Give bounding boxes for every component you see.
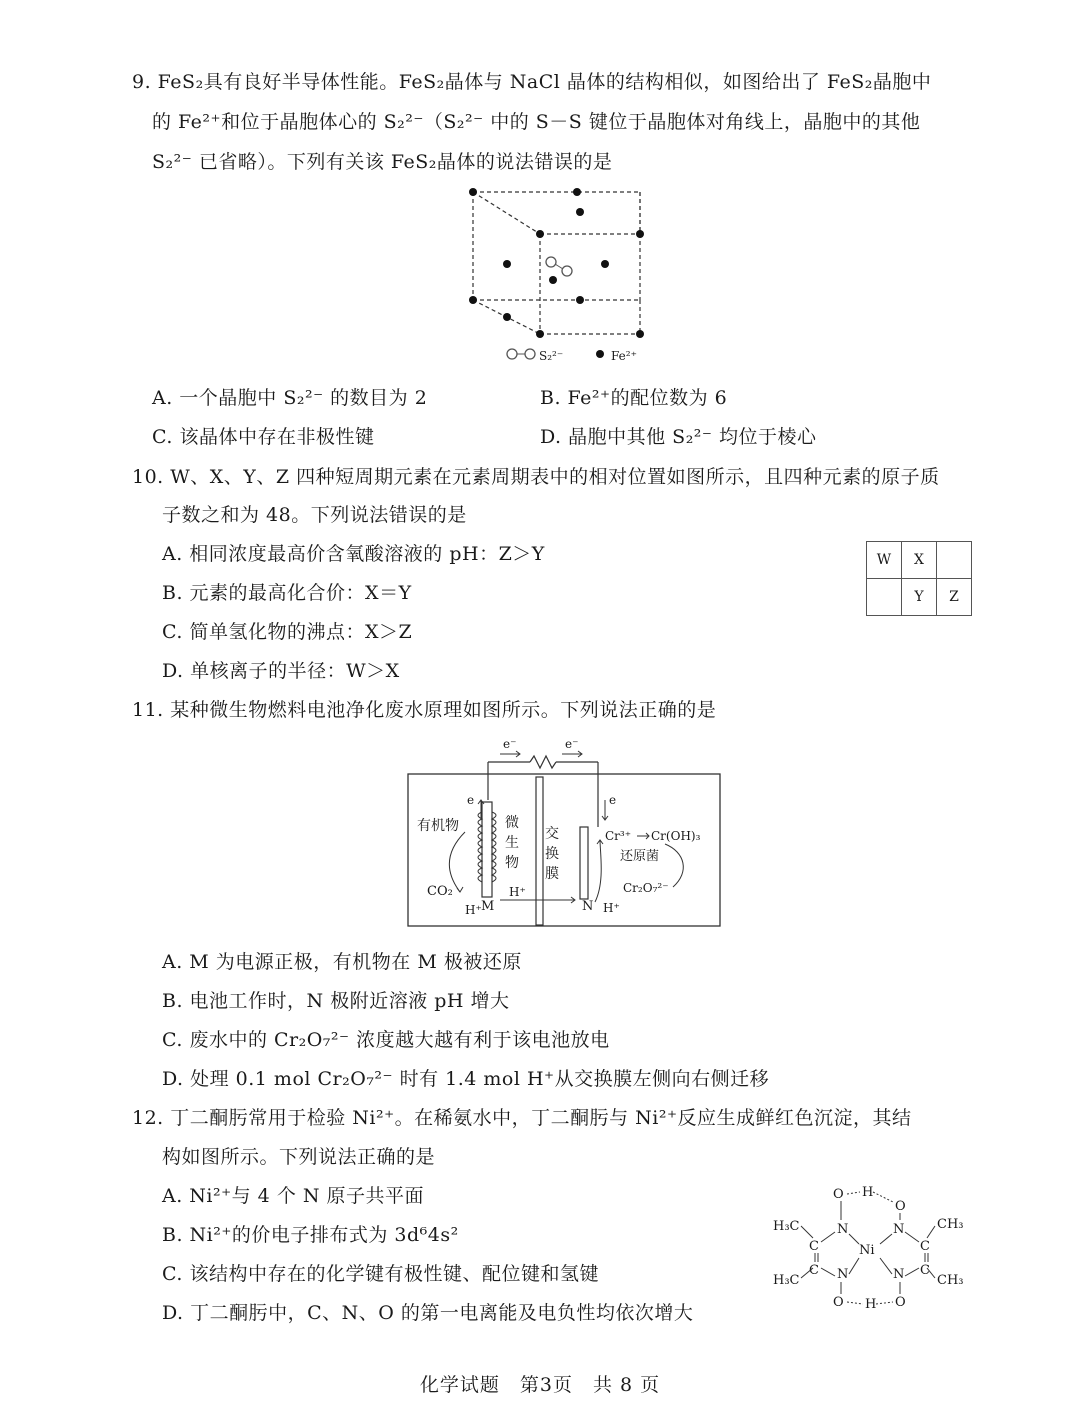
q11-option-a: A. M 为电源正极，有机物在 M 极被还原 — [162, 951, 522, 973]
q10-option-c: C. 简单氢化物的沸点：X＞Z — [162, 621, 413, 643]
cell-z: Z — [937, 579, 972, 616]
q12-option-d: D. 丁二酮肟中，C、N、O 的第一电离能及电负性均依次增大 — [162, 1302, 694, 1324]
e-top-right: e⁻ — [565, 737, 579, 751]
c-right-top: C — [920, 1239, 930, 1254]
q9-option-b: B. Fe²⁺的配位数为 6 — [540, 387, 728, 409]
h-bottom: H — [865, 1297, 877, 1312]
q11-option-b: B. 电池工作时，N 极附近溶液 pH 增大 — [162, 990, 510, 1012]
membrane-char-2: 换 — [545, 846, 559, 862]
q11-stem-line1: 11. 某种微生物燃料电池净化废水原理如图所示。下列说法正确的是 — [132, 699, 717, 721]
q10-option-b: B. 元素的最高化合价：X＝Y — [162, 582, 412, 604]
h3c-top: H₃C — [773, 1219, 800, 1234]
e-left: e — [467, 793, 475, 807]
q9-stem-line2: 的 Fe²⁺和位于晶胞体心的 S₂²⁻（S₂²⁻ 中的 S－S 键位于晶胞体对角线上，晶胞中的其他 — [152, 111, 921, 133]
periodic-table-fragment — [866, 541, 972, 616]
n-top-left: N — [837, 1222, 849, 1237]
h-mid-label: H⁺ — [509, 885, 526, 899]
q10-stem-line2: 子数之和为 48。下列说法错误的是 — [162, 504, 467, 526]
e-top-left: e⁻ — [503, 737, 517, 751]
n-bottom-right: N — [893, 1267, 905, 1282]
cell-w: W — [867, 542, 902, 579]
nickel-dimethylglyoxime-structure — [765, 1178, 980, 1318]
q9-option-a: A. 一个晶胞中 S₂²⁻ 的数目为 2 — [152, 387, 428, 409]
cr2o7-label: Cr₂O₇²⁻ — [623, 881, 669, 895]
q9-option-c: C. 该晶体中存在非极性键 — [152, 426, 375, 448]
q9-stem-line1: 9. FeS₂具有良好半导体性能。FeS₂晶体与 NaCl 晶体的结构相似，如图给出了 FeS₂晶胞中 — [132, 71, 932, 93]
n-top-right: N — [893, 1222, 905, 1237]
cr3-label: Cr³⁺ — [605, 829, 632, 843]
co2-label: CO₂ — [427, 884, 453, 899]
q9-option-d: D. 晶胞中其他 S₂²⁻ 均位于棱心 — [540, 426, 817, 448]
cell-x: X — [902, 542, 937, 579]
microbe-char-2: 生 — [505, 835, 519, 851]
cell-empty-2 — [867, 579, 902, 616]
h-left-label: H⁺ — [465, 903, 482, 917]
q10-stem-line1: 10. W、X、Y、Z 四种短周期元素在元素周期表中的相对位置如图所示，且四种元素的原子质 — [132, 466, 940, 488]
membrane-char-3: 膜 — [545, 866, 559, 882]
q10-option-d: D. 单核离子的半径：W＞X — [162, 660, 400, 682]
q9-stem-line3: S₂²⁻ 已省略）。下列有关该 FeS₂晶体的说法错误的是 — [152, 151, 613, 173]
h3c-bottom: H₃C — [773, 1273, 800, 1288]
q11-option-c: C. 废水中的 Cr₂O₇²⁻ 浓度越大越有利于该电池放电 — [162, 1029, 610, 1051]
ni-center: Ni — [859, 1243, 875, 1258]
cell-empty-1 — [937, 542, 972, 579]
reducer-label: 还原菌 — [620, 849, 660, 864]
o-bottom-right: O — [895, 1295, 906, 1310]
ch3-bottom: CH₃ — [937, 1273, 964, 1288]
microbe-char-3: 物 — [505, 855, 519, 871]
ch3-top: CH₃ — [937, 1217, 964, 1232]
o-top-left: O — [833, 1187, 844, 1202]
q12-option-b: B. Ni²⁺的价电子排布式为 3d⁶4s² — [162, 1224, 459, 1246]
h-top: H — [862, 1185, 874, 1200]
c-right-bottom: C — [920, 1263, 930, 1278]
legend-s2-label: S₂²⁻ — [539, 349, 564, 363]
organic-label: 有机物 — [417, 818, 459, 834]
o-top-right: O — [895, 1199, 906, 1214]
legend-fe-label: Fe²⁺ — [611, 349, 637, 363]
q12-stem-line1: 12. 丁二酮肟常用于检验 Ni²⁺。在稀氨水中，丁二酮肟与 Ni²⁺反应生成鲜红色沉淀，其结 — [132, 1107, 912, 1129]
q11-option-d: D. 处理 0.1 mol Cr₂O₇²⁻ 时有 1.4 mol H⁺从交换膜左侧向右侧迁移 — [162, 1068, 770, 1090]
q12-option-c: C. 该结构中存在的化学键有极性键、配位键和氢键 — [162, 1263, 599, 1285]
n-bottom-left: N — [837, 1267, 849, 1282]
fuel-cell-diagram — [405, 732, 725, 932]
q10-option-a: A. 相同浓度最高价含氧酸溶液的 pH：Z＞Y — [162, 543, 545, 565]
h-right-label: H⁺ — [603, 901, 620, 915]
c-left-bottom: C — [809, 1263, 819, 1278]
fes2-unit-cell-diagram — [455, 182, 665, 372]
microbe-char-1: 微 — [505, 815, 519, 831]
q12-stem-line2: 构如图所示。下列说法正确的是 — [162, 1146, 436, 1168]
croh-label: Cr(OH)₃ — [651, 829, 701, 843]
membrane-char-1: 交 — [545, 826, 559, 842]
page-footer: 化学试题 第3页 共 8 页 — [419, 1374, 661, 1396]
electrode-m-label: M — [481, 899, 495, 914]
electrode-n-label: N — [582, 899, 594, 914]
e-right: e — [609, 793, 617, 807]
c-left-top: C — [809, 1239, 819, 1254]
o-bottom-left: O — [833, 1295, 844, 1310]
q12-option-a: A. Ni²⁺与 4 个 N 原子共平面 — [162, 1185, 425, 1207]
cell-y: Y — [902, 579, 937, 616]
